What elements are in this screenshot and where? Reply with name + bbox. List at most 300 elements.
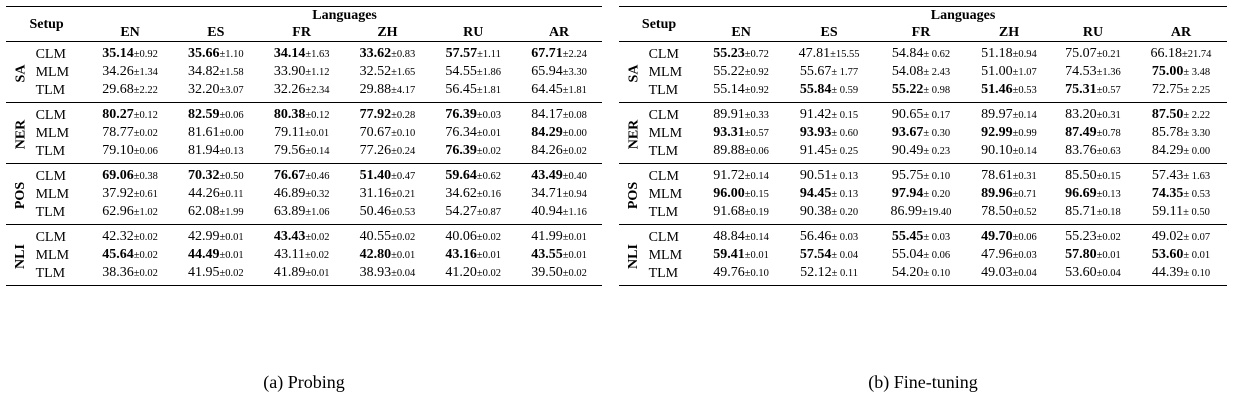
mean-value: 83.20 [1065,107,1097,122]
mean-value: 75.07 [1065,46,1097,61]
mean-value: 43.49 [531,168,563,183]
std-value: ±0.38 [133,171,158,182]
mean-value: 84.29 [531,125,563,140]
mean-value: 94.45 [799,186,832,201]
result-cell [783,142,875,163]
column-header-fr: FR [292,25,311,40]
mean-value: 29.88 [359,82,392,97]
mean-value: 91.68 [713,204,745,219]
model-label: CLM [648,107,679,123]
mean-value: 29.68 [102,82,134,97]
task-label: NER [626,119,642,150]
fine-tuning-table [619,6,1227,286]
std-value: ±0.02 [562,268,587,279]
result-cell [1051,103,1135,125]
mean-value: 72.75 [1151,82,1184,97]
model-label: CLM [35,229,66,245]
mean-value: 39.50 [531,265,563,280]
mean-value: 80.27 [102,107,134,122]
mean-value: 55.22 [713,64,745,79]
result-cell [87,185,173,203]
std-value: ±1.34 [133,67,158,78]
std-value: ±4.17 [391,85,416,96]
model-label: TLM [35,204,66,220]
std-value: ±0.12 [305,110,330,121]
model-label: CLM [648,168,679,184]
mean-value: 55.23 [1065,229,1097,244]
result-cell [967,103,1051,125]
mean-value: 76.39 [445,107,477,122]
std-value: ± 0.04 [831,250,859,261]
mean-value: 54.20 [891,265,924,280]
std-value: ±0.83 [391,49,416,60]
model-label: CLM [35,168,66,184]
mean-value: 51.00 [981,64,1013,79]
result-cell [173,264,259,285]
result-cell [783,264,875,285]
std-value: ±0.50 [219,171,244,182]
result-cell [783,81,875,102]
std-value: ±0.08 [562,110,587,121]
mean-value: 82.59 [188,107,220,122]
mean-value: 32.26 [273,82,306,97]
fine-tuning-caption: (b) Fine-tuning [868,372,978,392]
mean-value: 90.49 [891,143,924,158]
result-cell [87,164,173,186]
std-value: ± 2.25 [1183,85,1211,96]
column-header-es: ES [207,25,225,40]
std-value: ±0.00 [562,128,587,139]
result-cell [1135,185,1227,203]
result-cell [699,203,783,224]
model-label: MLM [648,247,683,263]
std-value: ±0.31 [1096,110,1121,121]
mean-value: 62.08 [188,204,220,219]
std-value: ±0.02 [476,146,502,157]
result-cell [1051,225,1135,247]
result-cell [967,124,1051,142]
mean-value: 38.93 [359,265,392,280]
mean-value: 44.39 [1151,265,1184,280]
std-value: ±0.10 [391,128,416,139]
result-cell [87,103,173,125]
std-value: ±1.36 [1096,67,1121,78]
result-cell [1135,142,1227,163]
rule-line [6,285,602,286]
mean-value: 76.67 [273,168,306,183]
mean-value: 77.92 [359,107,392,122]
table-row [6,225,602,247]
result-cell [259,124,345,142]
mean-value: 70.67 [359,125,392,140]
std-value: ±0.02 [133,250,158,261]
mean-value: 96.69 [1065,186,1097,201]
mean-value: 66.18 [1150,46,1183,61]
std-value: ± 0.06 [923,250,951,261]
table-row [619,164,1227,186]
mean-value: 41.89 [273,265,306,280]
mean-value: 89.97 [981,107,1013,122]
std-value: ±0.13 [1096,189,1121,200]
std-value: ±0.02 [1096,232,1121,243]
mean-value: 75.31 [1065,82,1097,97]
mean-value: 55.45 [891,229,924,244]
mean-value: 35.66 [188,46,220,61]
std-value: ± 0.10 [923,268,951,279]
std-value: ± 0.13 [831,171,859,182]
mean-value: 76.39 [445,143,477,158]
result-cell [430,246,516,264]
result-cell [345,142,431,163]
mean-value: 37.92 [102,186,134,201]
result-cell [875,124,967,142]
std-value: ±0.57 [744,128,769,139]
task-label: SA [13,64,29,83]
std-value: ± 0.00 [1183,146,1211,157]
std-value: ±1.11 [477,49,501,60]
mean-value: 87.50 [1151,107,1184,122]
std-value: ±0.72 [744,49,769,60]
result-cell [1135,264,1227,285]
result-cell [967,142,1051,163]
result-cell [430,81,516,102]
std-value: ±0.11 [219,189,244,200]
std-value: ± 0.11 [831,268,858,279]
result-cell [967,264,1051,285]
std-value: ± 0.59 [831,85,859,96]
result-cell [516,124,602,142]
result-cell [345,124,431,142]
column-header-zh: ZH [998,25,1020,40]
model-label: MLM [35,186,70,202]
mean-value: 52.12 [800,265,832,280]
model-label: TLM [35,82,66,98]
result-cell [875,63,967,81]
table-row [6,164,602,186]
std-value: ±21.74 [1182,49,1212,60]
mean-value: 91.72 [713,168,745,183]
result-cell [259,164,345,186]
model-label: TLM [648,82,679,98]
model-label: CLM [648,46,679,62]
std-value: ±0.02 [305,250,330,261]
mean-value: 89.88 [713,143,745,158]
result-cell [516,185,602,203]
task-label-cell [6,225,36,286]
mean-value: 43.11 [274,247,306,262]
mean-value: 53.60 [1065,265,1097,280]
std-value: ±1.81 [562,85,587,96]
mean-value: 45.64 [102,247,134,262]
mean-value: 49.02 [1151,229,1184,244]
table-row [619,225,1227,247]
result-cell [1051,164,1135,186]
mean-value: 55.04 [891,247,924,262]
result-cell [173,63,259,81]
std-value: ±0.01 [476,250,502,261]
result-cell [875,103,967,125]
mean-value: 34.26 [102,64,134,79]
table-row [6,103,602,125]
mean-value: 62.96 [102,204,134,219]
result-cell [173,124,259,142]
result-cell [783,203,875,224]
mean-value: 67.71 [531,46,563,61]
result-cell [699,63,783,81]
std-value: ± 0.15 [831,110,859,121]
std-value: ±0.02 [562,146,587,157]
result-cell [967,63,1051,81]
mean-value: 42.99 [188,229,220,244]
table-row [6,185,602,203]
task-label-cell [6,42,36,103]
std-value: ±0.03 [1012,250,1037,261]
table-row [619,185,1227,203]
result-cell [430,164,516,186]
task-label: NLI [626,244,642,269]
header-row-columns [6,24,602,41]
mean-value: 59.64 [445,168,477,183]
mean-value: 78.61 [981,168,1013,183]
result-cell [967,225,1051,247]
mean-value: 42.80 [359,247,392,262]
std-value: ± 1.63 [1183,171,1211,182]
result-cell [967,203,1051,224]
std-value: ±1.81 [476,85,502,96]
mean-value: 43.55 [531,247,563,262]
result-cell [967,42,1051,64]
result-cell [1135,42,1227,64]
mean-value: 84.26 [531,143,563,158]
result-cell [430,264,516,285]
std-value: ±1.58 [219,67,244,78]
mean-value: 65.94 [531,64,563,79]
std-value: ±0.04 [391,268,416,279]
table-row [619,103,1227,125]
result-cell [87,42,173,64]
result-cell [430,225,516,247]
mean-value: 57.43 [1151,168,1184,183]
std-value: ±0.02 [133,232,158,243]
result-cell [875,264,967,285]
std-value: ±0.63 [1096,146,1121,157]
header-row-languages [619,7,1227,25]
result-cell [516,264,602,285]
mean-value: 63.89 [273,204,306,219]
table-row [619,42,1227,64]
mean-value: 83.76 [1065,143,1097,158]
result-cell [345,185,431,203]
mean-value: 43.43 [273,229,306,244]
fine-tuning-table-panel [619,6,1227,286]
result-cell [1135,63,1227,81]
std-value: ±0.14 [744,232,769,243]
mean-value: 54.08 [891,64,924,79]
table-row [6,203,602,224]
std-value: ±0.24 [391,146,416,157]
task-label-cell [619,164,649,225]
std-value: ±0.01 [305,128,330,139]
mean-value: 32.20 [188,82,220,97]
result-cell [1135,103,1227,125]
result-cell [259,203,345,224]
result-cell [430,142,516,163]
mean-value: 57.57 [445,46,478,61]
result-cell [345,203,431,224]
result-cell [87,142,173,163]
result-cell [259,225,345,247]
std-value: ±0.87 [476,207,502,218]
model-label: TLM [648,265,679,281]
result-cell [1051,81,1135,102]
result-cell [173,81,259,102]
column-header-ar: AR [1170,25,1192,40]
result-cell [87,81,173,102]
table-row [619,81,1227,102]
result-cell [173,203,259,224]
result-cell [87,225,173,247]
std-value: ±1.16 [562,207,587,218]
result-cell [430,63,516,81]
mean-value: 40.94 [531,204,563,219]
result-cell [1135,246,1227,264]
table-row [6,246,602,264]
result-cell [430,203,516,224]
std-value: ±2.24 [562,49,587,60]
mean-value: 87.49 [1065,125,1097,140]
result-cell [87,203,173,224]
mean-value: 49.70 [981,229,1013,244]
mean-value: 89.91 [713,107,745,122]
std-value: ±0.01 [219,250,244,261]
model-label: TLM [35,265,66,281]
result-cell [699,185,783,203]
task-label: NLI [13,244,29,269]
result-cell [516,246,602,264]
std-value: ±0.92 [744,67,769,78]
mean-value: 78.50 [981,204,1013,219]
std-value: ± 0.10 [923,171,951,182]
table-row [6,142,602,163]
result-cell [516,164,602,186]
result-cell [173,42,259,64]
result-cell [875,203,967,224]
mean-value: 59.41 [713,247,745,262]
std-value: ± 0.98 [923,85,951,96]
mean-value: 55.84 [799,82,832,97]
std-value: ± 1.77 [831,67,859,78]
std-value: ±1.65 [391,67,416,78]
std-value: ± 0.25 [831,146,859,157]
table-row [6,42,602,64]
result-cell [173,246,259,264]
mean-value: 51.40 [359,168,392,183]
std-value: ±1.07 [1012,67,1037,78]
model-label: MLM [35,247,70,263]
result-cell [516,142,602,163]
std-value: ±0.94 [1012,49,1037,60]
std-value: ±0.32 [305,189,330,200]
result-cell [345,42,431,64]
std-value: ±0.92 [133,49,158,60]
mean-value: 59.11 [1152,204,1184,219]
mean-value: 55.22 [891,82,924,97]
result-cell [1135,225,1227,247]
model-label: MLM [648,186,683,202]
result-cell [1051,246,1135,264]
result-cell [259,264,345,285]
mean-value: 97.94 [891,186,924,201]
std-value: ±0.57 [1096,85,1121,96]
mean-value: 38.36 [102,265,134,280]
result-cell [173,164,259,186]
mean-value: 93.67 [891,125,924,140]
result-cell [875,42,967,64]
header-row-languages [6,7,602,25]
result-cell [783,164,875,186]
std-value: ±0.15 [744,189,769,200]
result-cell [345,264,431,285]
std-value: ± 0.23 [923,146,951,157]
std-value: ±1.86 [476,67,502,78]
std-value: ±0.62 [476,171,502,182]
result-cell [259,103,345,125]
mean-value: 91.42 [799,107,832,122]
probing-caption: (a) Probing [263,372,345,392]
mean-value: 46.89 [273,186,306,201]
result-cell [1051,264,1135,285]
mean-value: 81.94 [188,143,220,158]
std-value: ±0.53 [1012,85,1037,96]
mean-value: 34.82 [188,64,220,79]
mean-value: 74.53 [1065,64,1097,79]
table-row [619,142,1227,163]
mean-value: 54.27 [445,204,477,219]
std-value: ± 0.13 [831,189,859,200]
mean-value: 40.55 [359,229,392,244]
languages-header: Languages [312,8,377,23]
model-label: MLM [648,125,683,141]
setup-header: Setup [29,16,64,32]
mean-value: 75.00 [1151,64,1184,79]
mean-value: 85.78 [1151,125,1184,140]
std-value: ±0.02 [391,232,416,243]
std-value: ±3.07 [219,85,244,96]
bottom-rule [619,285,1227,286]
mean-value: 41.20 [445,265,477,280]
mean-value: 84.17 [531,107,563,122]
std-value: ± 0.50 [1183,207,1210,218]
std-value: ±0.52 [1012,207,1037,218]
result-cell [967,246,1051,264]
probing-table [6,6,602,286]
result-cell [1135,164,1227,186]
std-value: ±0.16 [476,189,502,200]
result-cell [699,42,783,64]
result-cell [967,81,1051,102]
result-cell [173,103,259,125]
std-value: ± 3.30 [1183,128,1211,139]
mean-value: 44.26 [188,186,220,201]
std-value: ±0.01 [562,232,587,243]
std-value: ±0.21 [1096,49,1121,60]
table-row [619,124,1227,142]
mean-value: 90.38 [799,204,832,219]
result-cell [699,81,783,102]
std-value: ±0.14 [1012,110,1037,121]
result-cell [430,42,516,64]
result-cell [699,142,783,163]
